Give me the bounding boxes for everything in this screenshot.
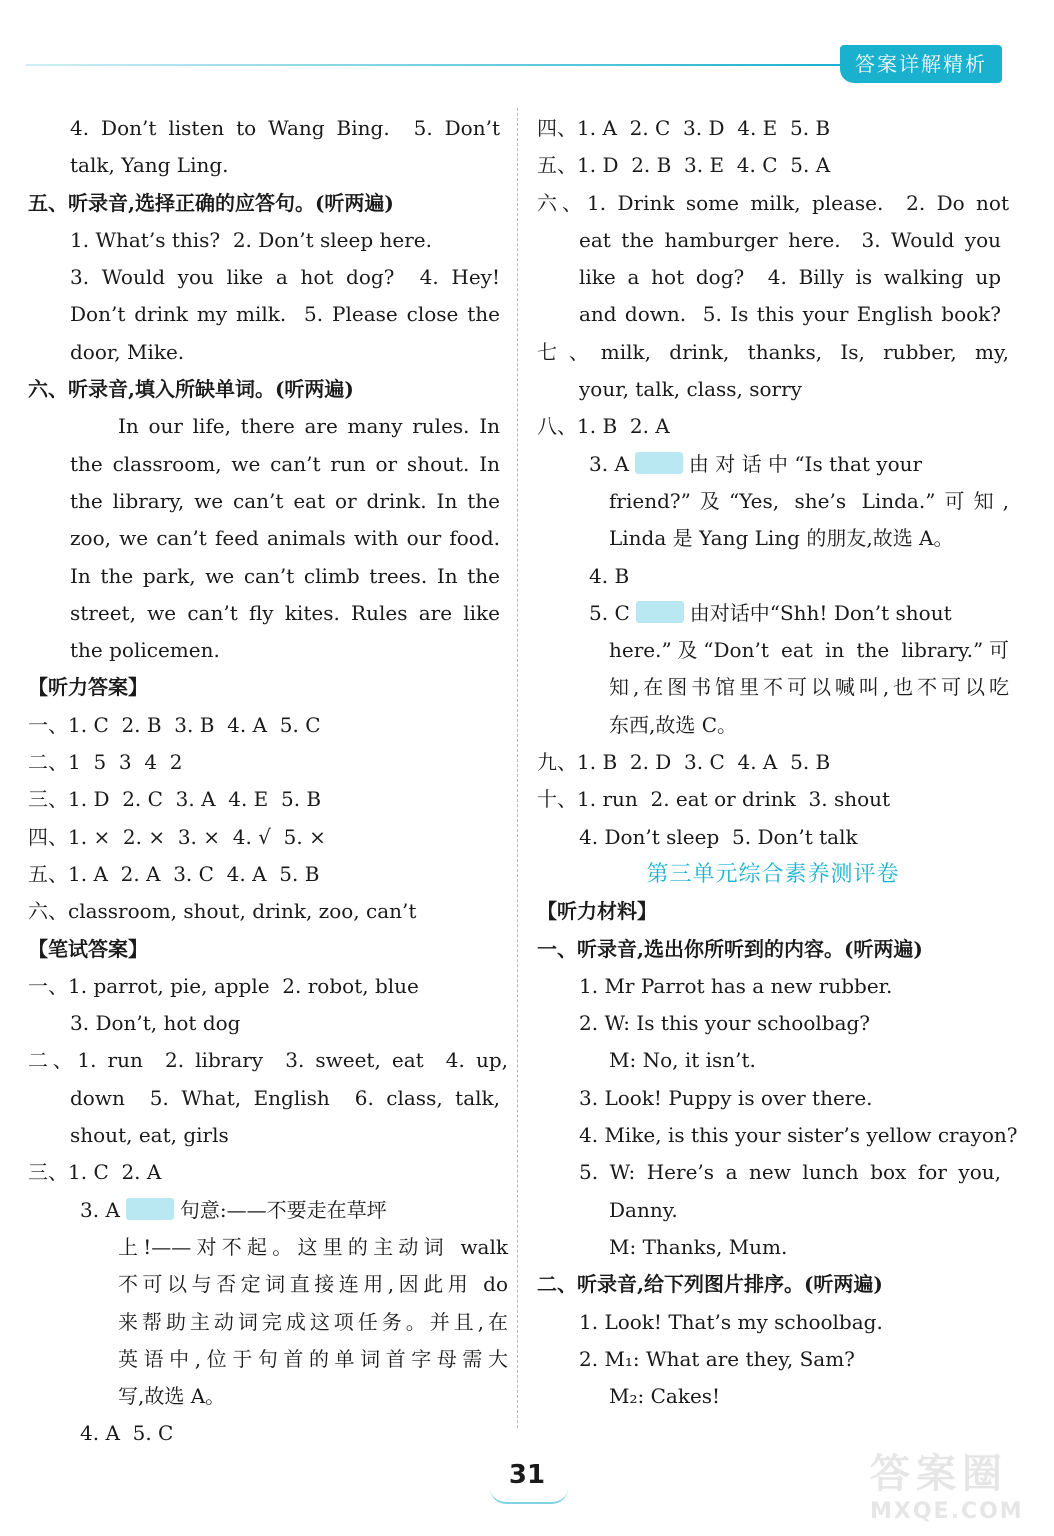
answer-line: down 5. What, English 6. class, talk, <box>70 1085 500 1110</box>
answer-line <box>537 446 1009 483</box>
section-heading: 六、听录音,填入所缺单词。(听两遍) <box>28 377 354 402</box>
section-heading: 二、听录音,给下列图片排序。(听两遍) <box>537 1272 883 1297</box>
analysis-tag <box>126 1198 174 1220</box>
text-line: door, Mike. <box>70 339 185 364</box>
answer-line: shout, eat, girls <box>70 1123 229 1148</box>
answer-line: 九、1. B 2. D 3. C 4. A 5. B <box>537 750 831 775</box>
analysis-tag <box>636 601 684 623</box>
text-line: 2. W: Is this your schoolbag? <box>579 1011 871 1036</box>
analysis-line: 东西,故选 C。 <box>609 712 738 737</box>
answer-number: 3. A <box>589 451 629 476</box>
answer-line: 三、1. D 2. C 3. A 4. E 5. B <box>28 787 322 812</box>
answer-line: 四、1. × 2. × 3. × 4. √ 5. × <box>28 824 326 849</box>
text-line: M: No, it isn’t. <box>609 1048 756 1073</box>
answer-line: 4. A 5. C <box>80 1421 174 1446</box>
section-title: 第三单元综合素养测评卷 <box>646 861 900 887</box>
section-heading: 五、听录音,选择正确的应答句。(听两遍) <box>28 190 394 215</box>
answer-line: 五、1. D 2. B 3. E 4. C 5. A <box>537 153 831 178</box>
analysis-text: 句意:——不要走在草坪 <box>179 1197 387 1222</box>
answer-line: 三、1. C 2. A <box>28 1160 162 1185</box>
header-tab: 答案详解精析 <box>840 45 1002 83</box>
answer-line: 六、classroom, shout, drink, zoo, can’t <box>28 899 417 924</box>
answer-line: 3. Don’t, hot dog <box>70 1011 241 1036</box>
analysis-line: 知,在图书馆里不可以喊叫,也不可以吃 <box>609 675 1009 700</box>
section-heading: 【笔试答案】 <box>28 936 148 961</box>
answer-line: 四、1. A 2. C 3. D 4. E 5. B <box>537 116 831 140</box>
watermark-site: MXQE.COM <box>870 1499 1024 1524</box>
text-line: the classroom, we can’t run or shout. In <box>70 451 500 476</box>
section-heading: 【听力材料】 <box>537 899 657 924</box>
analysis-line: 英语中,位于句首的单词首字母需大 <box>118 1346 508 1371</box>
answer-line: eat the hamburger here. 3. Would you <box>579 227 1001 252</box>
text-line: 5. W: Here’s a new lunch box for you, <box>579 1160 1001 1185</box>
text-line: 1. Look! That’s my schoolbag. <box>579 1309 883 1334</box>
section-heading: 【听力答案】 <box>28 675 148 700</box>
answer-line: 十、1. run 2. eat or drink 3. shout <box>537 787 891 812</box>
analysis-line: 上!——对不起。这里的主动词 walk <box>118 1234 508 1259</box>
text-line: In our life, there are many rules. In <box>118 414 500 439</box>
analysis-line: Linda 是 Yang Ling 的朋友,故选 A。 <box>609 526 954 551</box>
answer-line: 二、1 5 3 4 2 <box>28 750 183 775</box>
answer-line <box>537 595 1009 632</box>
answer-line: 一、1. parrot, pie, apple 2. robot, blue <box>28 973 419 998</box>
text-line: street, we can’t fly kites. Rules are like <box>70 600 500 625</box>
page-number: 31 <box>508 1460 546 1490</box>
analysis-tag <box>635 452 683 474</box>
text-line: 2. M₁: What are they, Sam? <box>579 1346 855 1371</box>
answer-line: 七、milk, drink, thanks, Is, rubber, my, <box>537 339 1009 364</box>
text-line: In the park, we can’t climb trees. In the <box>70 563 500 588</box>
page-number-arc <box>490 1488 568 1504</box>
answer-line: 五、1. A 2. A 3. C 4. A 5. B <box>28 861 320 886</box>
text-line: the library, we can’t eat or drink. In the <box>70 488 500 513</box>
text-line: M₂: Cakes! <box>609 1384 721 1409</box>
text-line: the policemen. <box>70 638 220 663</box>
answer-number: 3. A <box>80 1197 120 1222</box>
section-heading: 一、听录音,选出你所听到的内容。(听两遍) <box>537 936 923 961</box>
text-line: 4. Mike, is this your sister’s yellow crayon? <box>579 1123 1018 1148</box>
text-line: M: Thanks, Mum. <box>609 1234 788 1259</box>
text-line: Danny. <box>609 1197 678 1222</box>
answer-line: 一、1. C 2. B 3. B 4. A 5. C <box>28 712 321 737</box>
text-line: 1. What’s this? 2. Don’t sleep here. <box>70 227 432 252</box>
watermark-main: 答案圈 <box>870 1451 1008 1497</box>
answer-line: like a hot dog? 4. Billy is walking up <box>579 265 1001 290</box>
left-column <box>28 110 508 1453</box>
text-line: 3. Look! Puppy is over there. <box>579 1085 873 1110</box>
analysis-text: 由 对 话 中 “Is that your <box>688 451 923 476</box>
answer-line: 4. Don’t sleep 5. Don’t talk <box>579 824 858 849</box>
answer-line: 二、1. run 2. library 3. sweet, eat 4. up, <box>28 1048 508 1073</box>
right-column <box>537 110 1018 1415</box>
text-line: zoo, we can’t feed animals with our food. <box>70 526 500 551</box>
text-line: 1. Mr Parrot has a new rubber. <box>579 973 893 998</box>
answer-line: 4. B <box>589 563 630 588</box>
analysis-line: here.”及“Don’t eat in the library.”可 <box>609 638 1009 663</box>
answer-line: 八、1. B 2. A <box>537 414 670 439</box>
text-line: talk, Yang Ling. <box>70 153 229 178</box>
analysis-text: 由对话中“Shh! Don’t shout <box>689 600 952 625</box>
header-rule <box>26 64 841 66</box>
analysis-line: 不可以与否定词直接连用,因此用 do <box>118 1272 508 1297</box>
watermark-logo <box>870 1442 1030 1526</box>
text-line: Don’t drink my milk. 5. Please close the <box>70 302 500 327</box>
answer-line: 六、1. Drink some milk, please. 2. Do not <box>537 190 1009 215</box>
answer-line: your, talk, class, sorry <box>579 377 802 402</box>
analysis-line: 写,故选 A。 <box>118 1384 226 1409</box>
text-line: 3. Would you like a hot dog? 4. Hey! <box>70 265 500 290</box>
answer-line <box>28 1192 508 1229</box>
text-line: 4. Don’t listen to Wang Bing. 5. Don’t <box>70 116 500 140</box>
answer-number: 5. C <box>589 600 630 625</box>
answer-line: and down. 5. Is this your English book? <box>579 302 1001 327</box>
analysis-line: friend?”及“Yes, she’s Linda.”可知, <box>609 488 1009 513</box>
analysis-line: 来帮助主动词完成这项任务。并且,在 <box>118 1309 508 1334</box>
column-divider <box>517 108 518 1428</box>
